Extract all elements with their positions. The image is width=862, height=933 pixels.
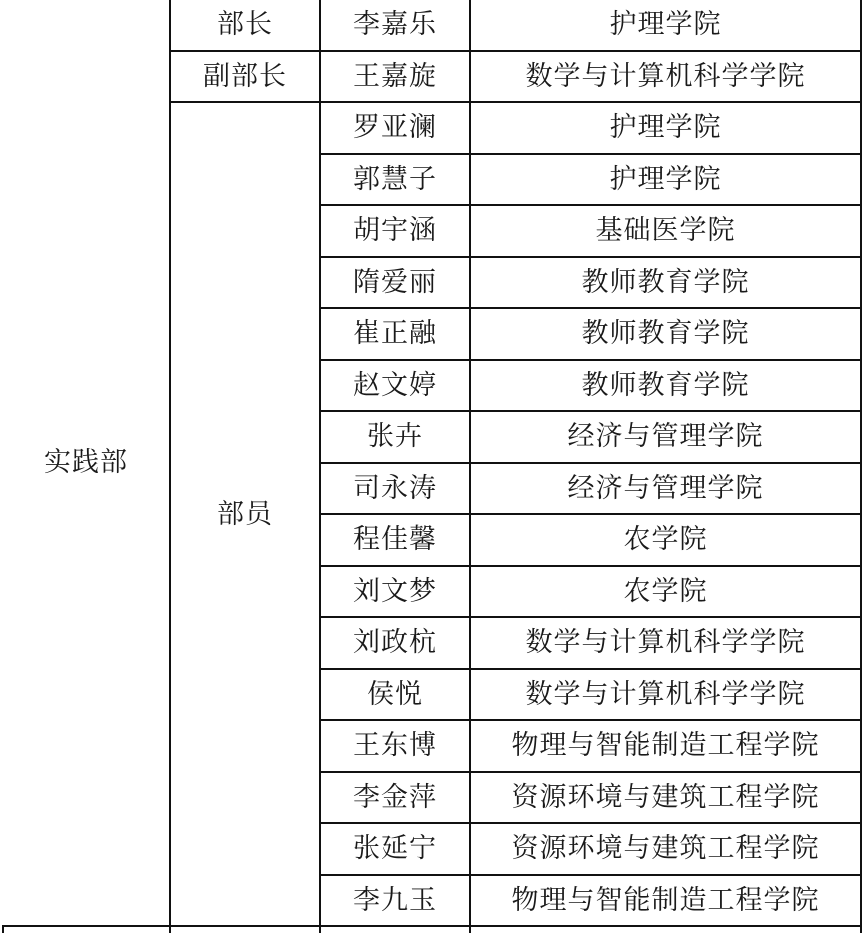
name-cell: 司永涛 [320, 463, 470, 515]
college-cell: 物理与智能制造工程学院 [470, 720, 861, 772]
college-cell: 经济与管理学院 [470, 463, 861, 515]
college-cell: 教师教育学院 [470, 308, 861, 360]
name-cell: 程佳馨 [320, 514, 470, 566]
college-cell: 数学与计算机科学学院 [470, 669, 861, 721]
name-cell: 侯悦 [320, 669, 470, 721]
empty-cell [320, 926, 470, 933]
college-cell: 农学院 [470, 566, 861, 618]
name-cell: 李九玉 [320, 875, 470, 927]
empty-cell [170, 926, 320, 933]
name-cell: 胡宇涵 [320, 205, 470, 257]
name-cell: 赵文婷 [320, 360, 470, 412]
college-cell: 资源环境与建筑工程学院 [470, 823, 861, 875]
role-cell: 部长 [170, 0, 320, 51]
name-cell: 李金萍 [320, 772, 470, 824]
department-roster-table [2, 0, 862, 933]
role-cell: 副部长 [170, 51, 320, 103]
college-cell: 经济与管理学院 [470, 411, 861, 463]
members-role-cell: 部员 [170, 102, 320, 926]
name-cell: 张卉 [320, 411, 470, 463]
college-cell: 资源环境与建筑工程学院 [470, 772, 861, 824]
table-row-partial [3, 926, 861, 933]
empty-cell [470, 926, 861, 933]
college-cell: 数学与计算机科学学院 [470, 51, 861, 103]
name-cell: 崔正融 [320, 308, 470, 360]
college-cell: 农学院 [470, 514, 861, 566]
name-cell: 隋爱丽 [320, 257, 470, 309]
name-cell: 刘文梦 [320, 566, 470, 618]
college-cell: 护理学院 [470, 154, 861, 206]
college-cell: 基础医学院 [470, 205, 861, 257]
roster-body [3, 0, 861, 933]
college-cell: 护理学院 [470, 0, 861, 51]
college-cell: 教师教育学院 [470, 257, 861, 309]
name-cell: 王嘉旋 [320, 51, 470, 103]
name-cell: 郭慧子 [320, 154, 470, 206]
name-cell: 罗亚澜 [320, 102, 470, 154]
name-cell: 刘政杭 [320, 617, 470, 669]
name-cell: 王东博 [320, 720, 470, 772]
college-cell: 护理学院 [470, 102, 861, 154]
empty-cell [3, 926, 170, 933]
college-cell: 数学与计算机科学学院 [470, 617, 861, 669]
college-cell: 物理与智能制造工程学院 [470, 875, 861, 927]
table-row [3, 0, 861, 51]
name-cell: 张延宁 [320, 823, 470, 875]
college-cell: 教师教育学院 [470, 360, 861, 412]
name-cell: 李嘉乐 [320, 0, 470, 51]
department-name: 实践部 [3, 0, 170, 926]
